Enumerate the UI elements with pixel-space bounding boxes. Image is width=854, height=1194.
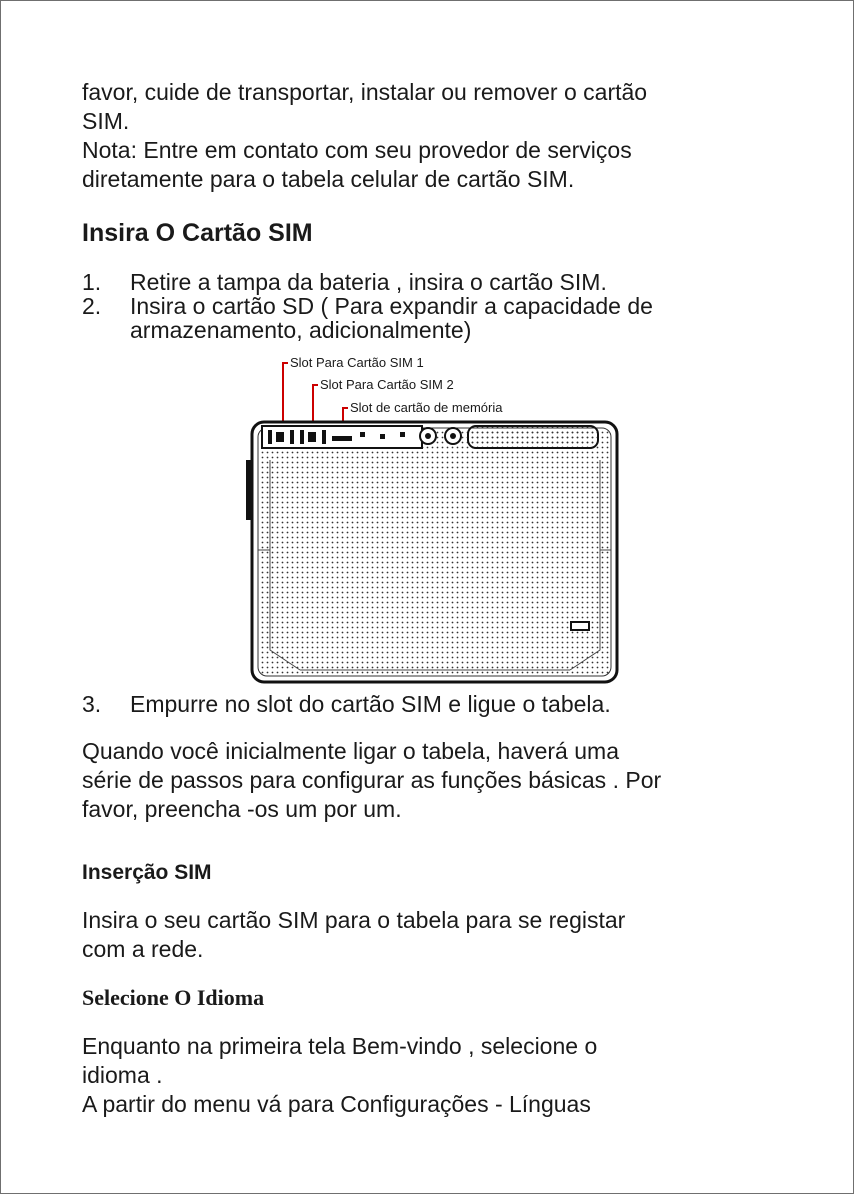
idioma-line-3: A partir do menu vá para Configurações - Línguas bbox=[82, 1091, 591, 1117]
intro-line-2: SIM. bbox=[82, 108, 130, 134]
note-line-1: Nota: Entre em contato com seu provedor de serviços bbox=[82, 137, 632, 163]
note-line-2: diretamente para o tabela celular de cartão SIM. bbox=[82, 166, 575, 192]
label-sim2: Slot Para Cartão SIM 2 bbox=[320, 377, 454, 392]
step-text: Insira o cartão SD ( Para expandir a capacidade de bbox=[130, 293, 653, 319]
intro-line-1: favor, cuide de transportar, instalar ou remover o cartão bbox=[82, 79, 648, 105]
document-body bbox=[82, 78, 782, 342]
idioma-line-1: Enquanto na primeira tela Bem-vindo , selecione o bbox=[82, 1033, 598, 1059]
step-text: Empurre no slot do cartão SIM e ligue o tabela. bbox=[130, 691, 611, 717]
step-number: 2. bbox=[82, 293, 102, 319]
list-item bbox=[82, 294, 782, 342]
insercao-line-2: com a rede. bbox=[82, 936, 204, 962]
list-item bbox=[82, 270, 782, 294]
tablet-figure bbox=[240, 350, 625, 690]
steps-list-2 bbox=[82, 690, 782, 719]
para-line-3: favor, preencha -os um por um. bbox=[82, 796, 402, 822]
step-number: 1. bbox=[82, 269, 102, 295]
speaker-icon bbox=[571, 622, 589, 630]
insercao-line-1: Insira o seu cartão SIM para o tabela para se registar bbox=[82, 907, 626, 933]
para-line-1: Quando você inicialmente ligar o tabela, haverá uma bbox=[82, 738, 619, 764]
document-body-lower bbox=[82, 690, 782, 1119]
label-memory: Slot de cartão de memória bbox=[350, 400, 503, 415]
side-button bbox=[246, 460, 252, 520]
section-title-idioma: Selecione O Idioma bbox=[82, 985, 265, 1010]
step-text: Retire a tampa da bateria , insira o cartão SIM. bbox=[130, 269, 607, 295]
para-line-2: série de passos para configurar as funções básicas . Por bbox=[82, 767, 662, 793]
step-number: 3. bbox=[82, 691, 102, 717]
step-text-cont: armazenamento, adicionalmente) bbox=[130, 317, 472, 343]
section-title-insercao: Inserção SIM bbox=[82, 861, 212, 884]
label-sim1: Slot Para Cartão SIM 1 bbox=[290, 355, 424, 370]
section-title-insira: Insira O Cartão SIM bbox=[82, 219, 313, 247]
list-item bbox=[82, 690, 782, 719]
steps-list bbox=[82, 270, 782, 342]
idioma-line-2: idioma . bbox=[82, 1062, 163, 1088]
